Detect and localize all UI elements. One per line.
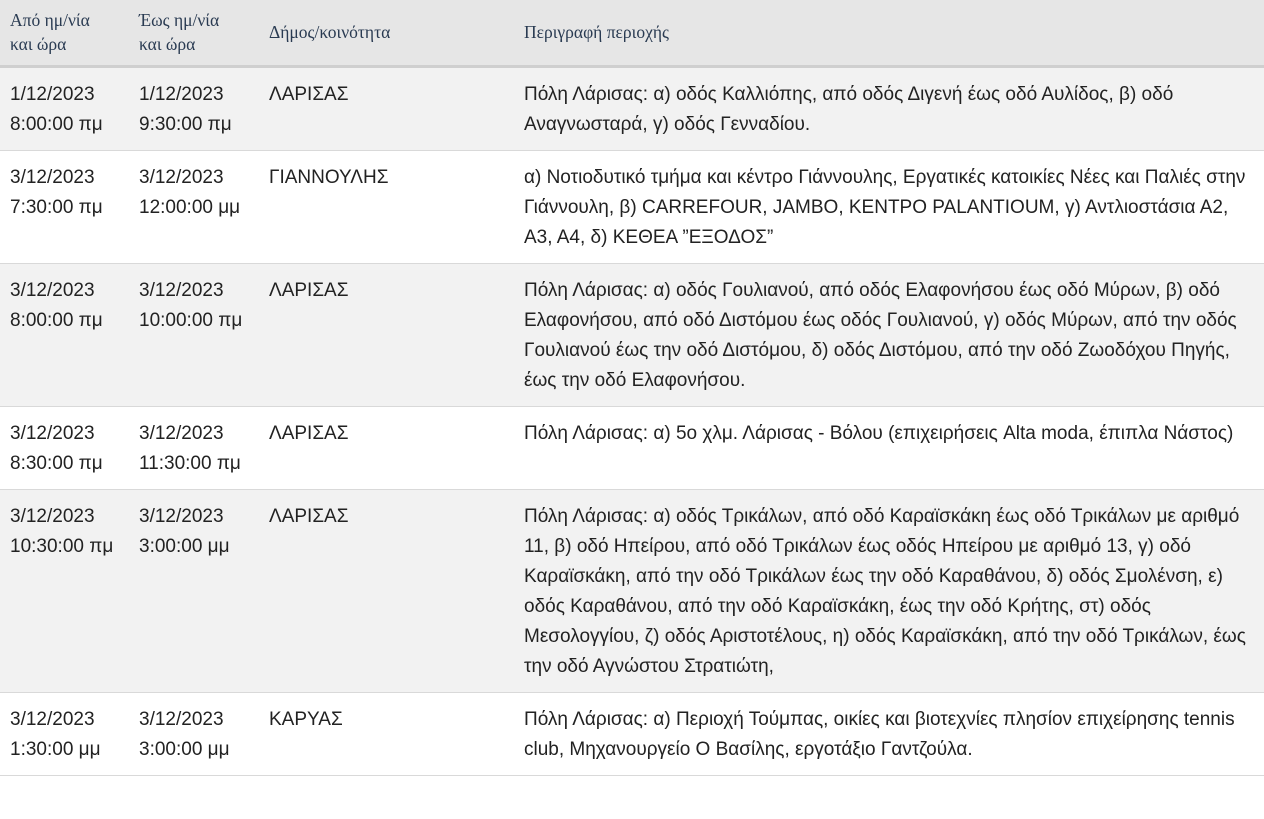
from-date: 3/12/2023 [10,505,95,527]
table-row [0,406,1264,489]
description-cell: Πόλη Λάρισας: α) οδός Τρικάλων, από οδό Καραϊσκάκη έως οδό Τρικάλων με αριθμό 11, β) οδό Ηπείρου, από οδό Τρικάλων έως οδός Ηπείρου με αριθμό 13, γ) οδό Καραϊσκάκη, από την οδό Τρικάλων έως την οδό Καραθάνου, δ) οδός Σμολένση, ε) οδός Καραθάνου, από την οδό Καραϊσκάκη, έως την οδό Κρήτης, στ) οδός Μεσολογγίου, ζ) οδός Αριστοτέλους, η) οδός Καραϊσκάκη, από την οδό Τρικάλων, έως την οδό Αγνώστου Στρατιώτη, [514,489,1264,692]
description-cell: Πόλη Λάρισας: α) 5ο χλμ. Λάρισας - Βόλου (επιχειρήσεις Alta moda, έπιπλα Νάστος) [514,406,1264,489]
from-datetime-cell [0,150,129,263]
table-body [0,66,1264,775]
description-cell: Πόλη Λάρισας: α) οδός Καλλιόπης, από οδός Διγενή έως οδό Αυλίδος, β) οδό Αναγνωσταρά, γ) οδός Γενναδίου. [514,66,1264,150]
to-datetime-cell [129,406,259,489]
to-date: 3/12/2023 [139,422,224,444]
from-date: 3/12/2023 [10,422,95,444]
from-date: 3/12/2023 [10,166,95,188]
table-header [0,0,1264,66]
from-time: 8:30:00 πμ [10,452,103,474]
municipality-cell: ΚΑΡΥΑΣ [259,692,514,775]
to-date: 3/12/2023 [139,166,224,188]
from-time: 8:00:00 πμ [10,113,103,135]
municipality-cell: ΓΙΑΝΝΟΥΛΗΣ [259,150,514,263]
municipality-cell: ΛΑΡΙΣΑΣ [259,263,514,406]
to-datetime-cell [129,692,259,775]
to-time: 3:00:00 μμ [139,535,230,557]
header-row [0,0,1264,66]
to-time: 12:00:00 μμ [139,196,241,218]
to-date: 3/12/2023 [139,708,224,730]
to-time: 9:30:00 πμ [139,113,232,135]
from-datetime-cell [0,489,129,692]
header-from-datetime [0,0,129,66]
header-to-line1: Έως ημ/νία [139,10,220,31]
description-cell: Πόλη Λάρισας: α) Περιοχή Τούμπας, οικίες και βιοτεχνίες πλησίον επιχείρησης tennis club, Μηχανουργείο Ο Βασίλης, εργοτάξιο Γαντζούλα. [514,692,1264,775]
table-row [0,692,1264,775]
header-description: Περιγραφή περιοχής [514,0,1264,66]
municipality-cell: ΛΑΡΙΣΑΣ [259,66,514,150]
header-from-line1: Από ημ/νία [10,10,90,31]
to-time: 3:00:00 μμ [139,738,230,760]
to-date: 3/12/2023 [139,279,224,301]
header-to-datetime [129,0,259,66]
description-cell: Πόλη Λάρισας: α) οδός Γουλιανού, από οδός Ελαφονήσου έως οδό Μύρων, β) οδό Ελαφονήσου, από οδό Διστόμου έως οδός Γουλιανού, γ) οδός Μύρων, από την οδός Γουλιανού έως την οδό Διστόμου, δ) οδός Διστόμου, από την οδό Ζωοδόχου Πηγής, έως την οδό Ελαφονήσου. [514,263,1264,406]
from-time: 7:30:00 πμ [10,196,103,218]
from-datetime-cell [0,692,129,775]
municipality-cell: ΛΑΡΙΣΑΣ [259,406,514,489]
header-municipality: Δήμος/κοινότητα [259,0,514,66]
header-from-line2: και ώρα [10,34,67,55]
to-time: 11:30:00 πμ [139,452,241,474]
from-date: 3/12/2023 [10,279,95,301]
from-time: 10:30:00 πμ [10,535,114,557]
municipality-cell: ΛΑΡΙΣΑΣ [259,489,514,692]
table-row [0,150,1264,263]
to-date: 1/12/2023 [139,83,224,105]
from-datetime-cell [0,263,129,406]
from-time: 1:30:00 μμ [10,738,101,760]
table-row [0,263,1264,406]
header-to-line2: και ώρα [139,34,196,55]
to-datetime-cell [129,66,259,150]
description-cell: α) Νοτιοδυτικό τμήμα και κέντρο Γιάννουλης, Εργατικές κατοικίες Νέες και Παλιές στην Γιάννουλη, β) CARREFOUR, JAMBO, ΚΕΝΤΡΟ PALANTIOUM, γ) Αντλιοστάσια Α2, Α3, Α4, δ) ΚΕΘΕΑ ”ΕΞΟΔΟΣ” [514,150,1264,263]
to-date: 3/12/2023 [139,505,224,527]
table-row [0,66,1264,150]
from-date: 1/12/2023 [10,83,95,105]
to-time: 10:00:00 πμ [139,309,243,331]
from-time: 8:00:00 πμ [10,309,103,331]
to-datetime-cell [129,150,259,263]
from-date: 3/12/2023 [10,708,95,730]
from-datetime-cell [0,66,129,150]
to-datetime-cell [129,489,259,692]
table-row [0,489,1264,692]
to-datetime-cell [129,263,259,406]
from-datetime-cell [0,406,129,489]
